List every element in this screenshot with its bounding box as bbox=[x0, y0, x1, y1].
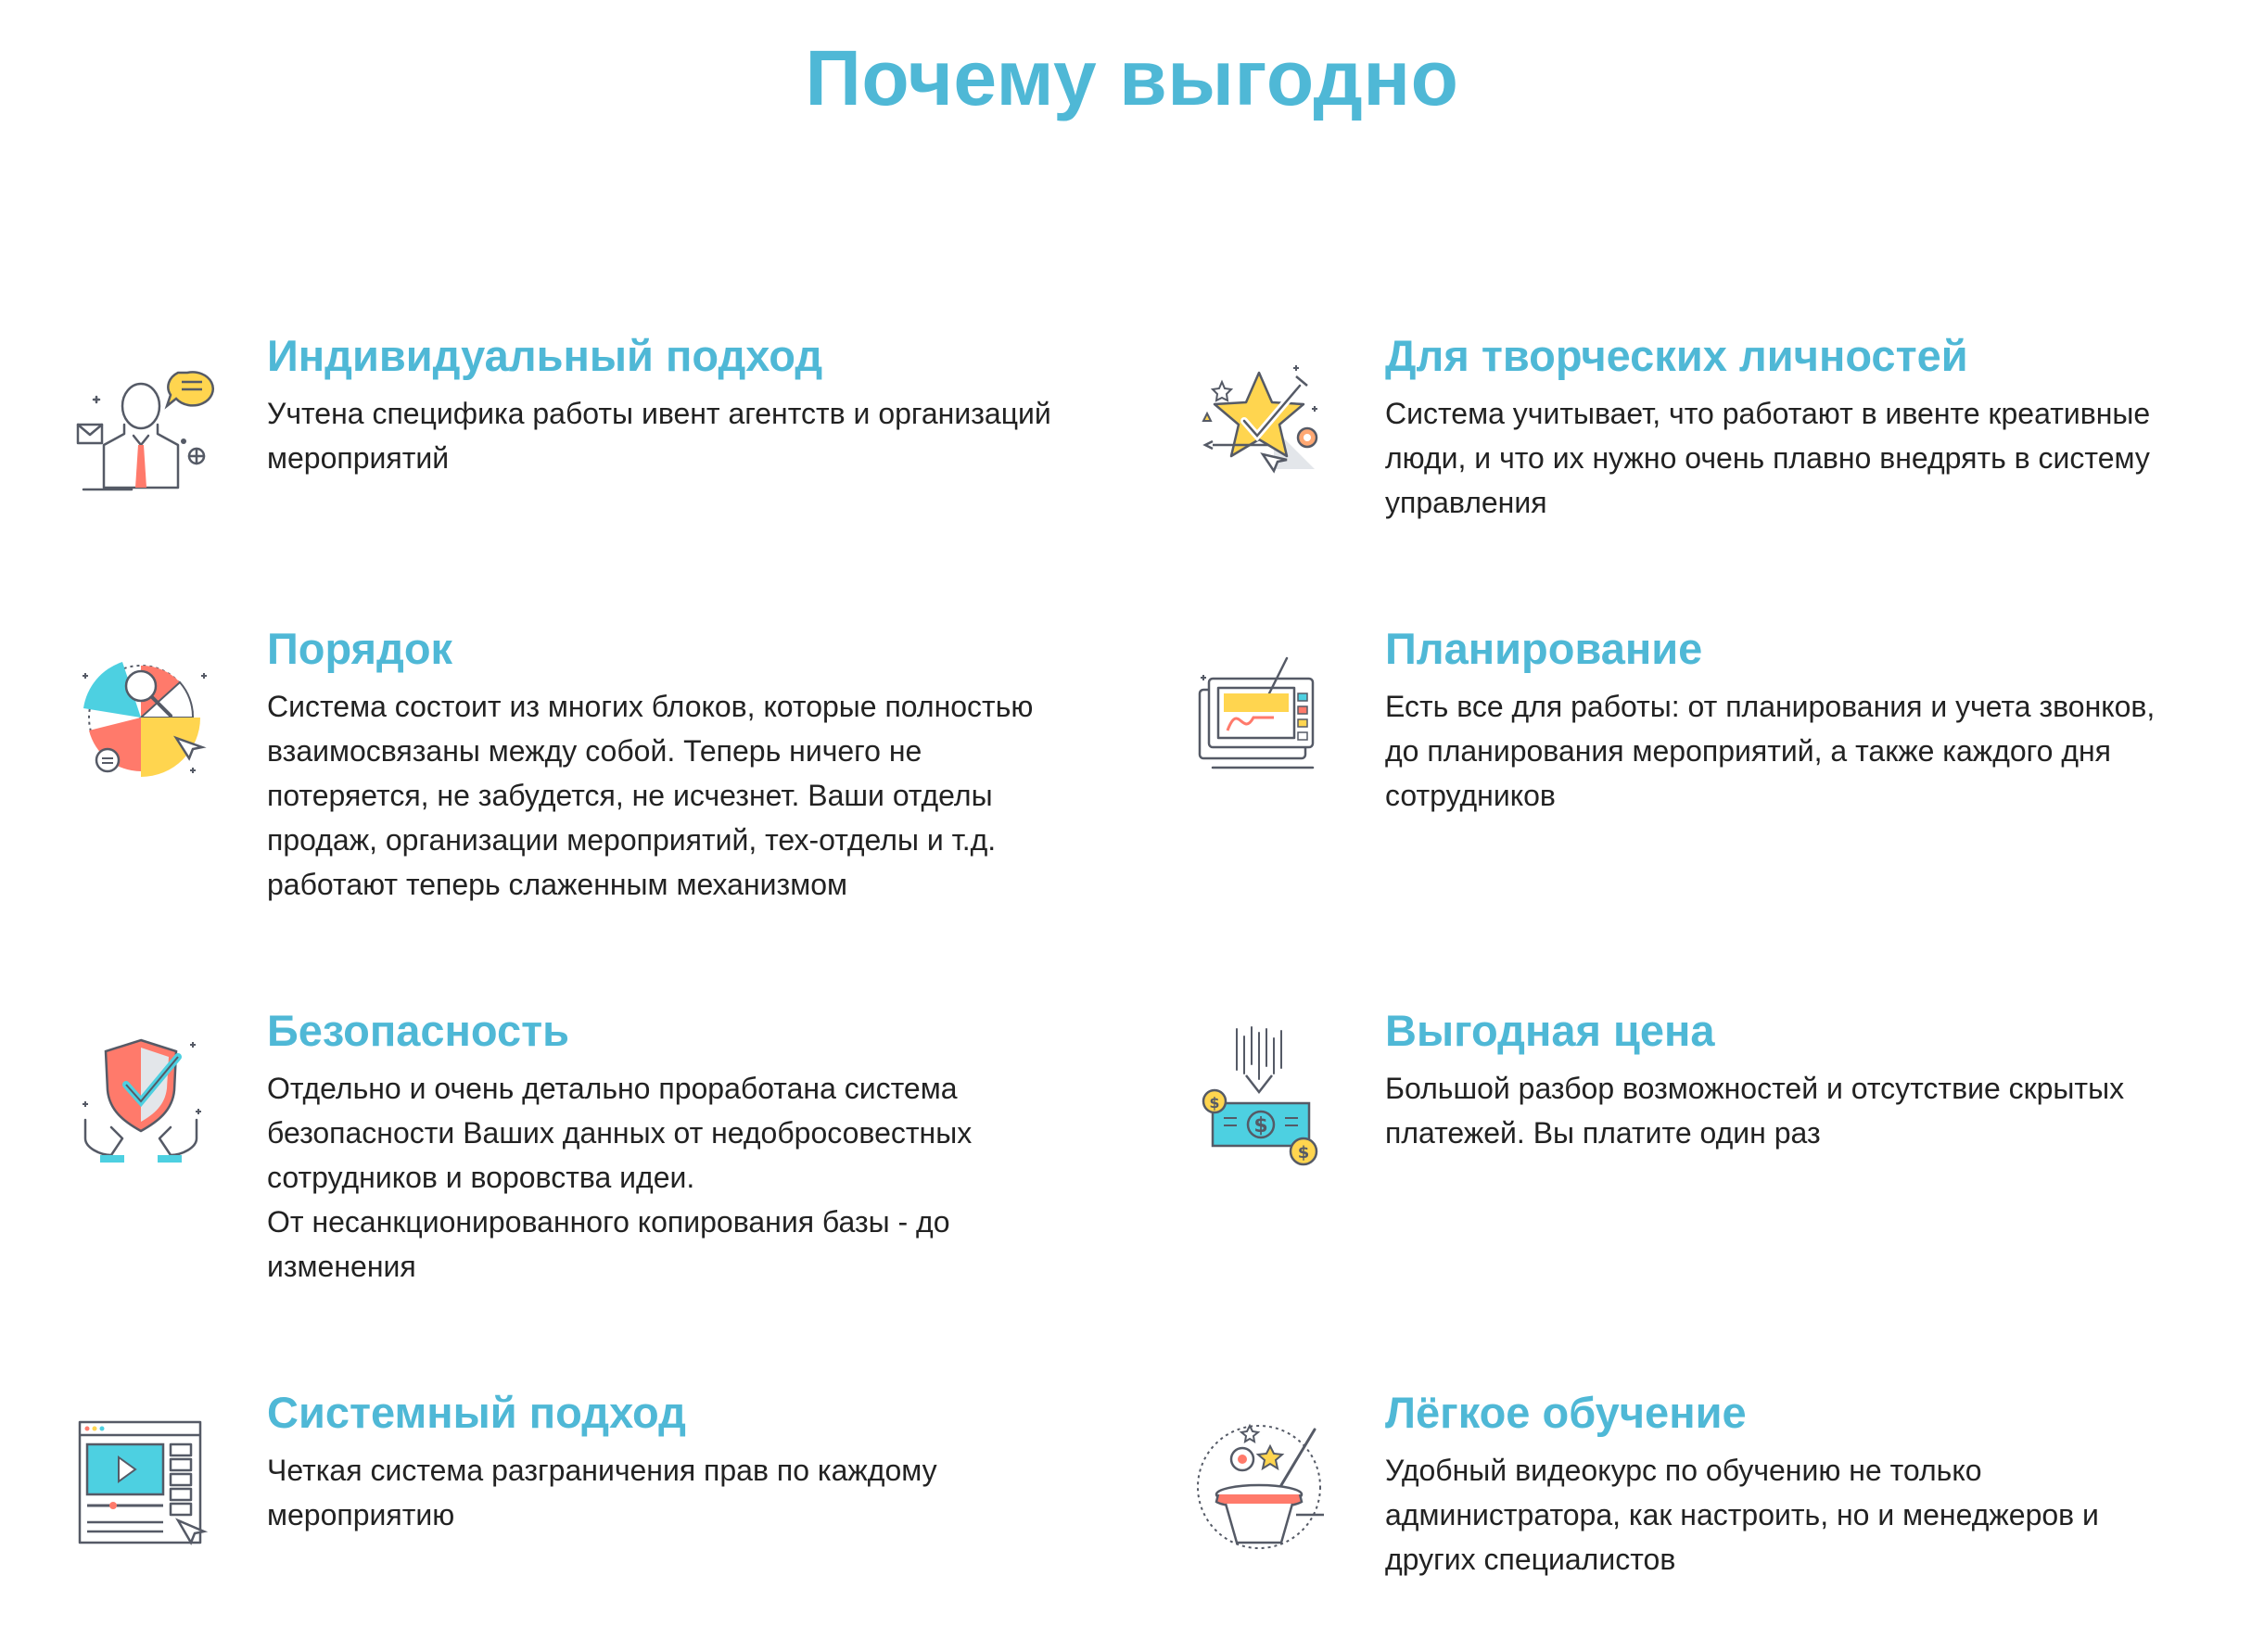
magic-hat-icon bbox=[1185, 1405, 1333, 1554]
feature-title: Индивидуальный подход bbox=[267, 331, 823, 380]
svg-text:$: $ bbox=[1297, 1143, 1310, 1163]
feature-title: Для творческих личностей bbox=[1385, 331, 1968, 380]
feature-title: Выгодная цена bbox=[1385, 1006, 1715, 1055]
feature-description: Четкая система разграничения прав по каждому мероприятию bbox=[267, 1454, 937, 1531]
creative-star-icon bbox=[1185, 349, 1333, 497]
security-shield-icon bbox=[67, 1023, 215, 1172]
feature-description: Система учитывает, что работают в ивенте креативные люди, и что их нужно очень плавно внедрять в систему управления bbox=[1385, 397, 2151, 519]
order-pie-chart-icon bbox=[67, 642, 215, 790]
feature-description: Учтена специфика работы ивент агентств и организаций мероприятий bbox=[267, 397, 1051, 475]
feature-description: Система состоит из многих блоков, которые полностью взаимосвязаны между собой. Теперь ничего не потеряется, не забудется, не исчезнет. Ваши отделы продаж, организации мероприятий, тех-отделы и т.д. работают теперь слаженным механизмом bbox=[267, 690, 1034, 901]
feature-description: Большой разбор возможностей и отсутствие скрытых платежей. Вы платите один раз bbox=[1385, 1072, 2125, 1150]
planning-tablet-icon bbox=[1185, 642, 1333, 790]
price-money-icon bbox=[1185, 1023, 1333, 1172]
individual-person-icon bbox=[67, 349, 215, 497]
feature-title: Безопасность bbox=[267, 1006, 570, 1055]
feature-title: Лёгкое обучение bbox=[1385, 1388, 1747, 1437]
svg-text:$: $ bbox=[1253, 1114, 1268, 1137]
feature-title: Планирование bbox=[1385, 624, 1703, 673]
svg-text:$: $ bbox=[1209, 1094, 1220, 1112]
feature-title: Порядок bbox=[267, 624, 453, 673]
feature-description: Есть все для работы: от планирования и учета звонков, до планирования мероприятий, а также каждого дня сотрудников bbox=[1385, 690, 2156, 812]
page-title: Почему выгодно bbox=[805, 34, 1459, 121]
feature-description: Отдельно и очень детально проработана система безопасности Ваших данных от недобросовестных сотрудников и воровства идеи. От несанкционированного копирования базы - до изменения bbox=[267, 1072, 973, 1283]
feature-description: Удобный видеокурс по обучению не только администратора, как настроить, но и менеджеров и других специалистов bbox=[1385, 1454, 2099, 1576]
feature-title: Системный подход bbox=[267, 1388, 686, 1437]
system-video-player-icon bbox=[67, 1405, 215, 1554]
